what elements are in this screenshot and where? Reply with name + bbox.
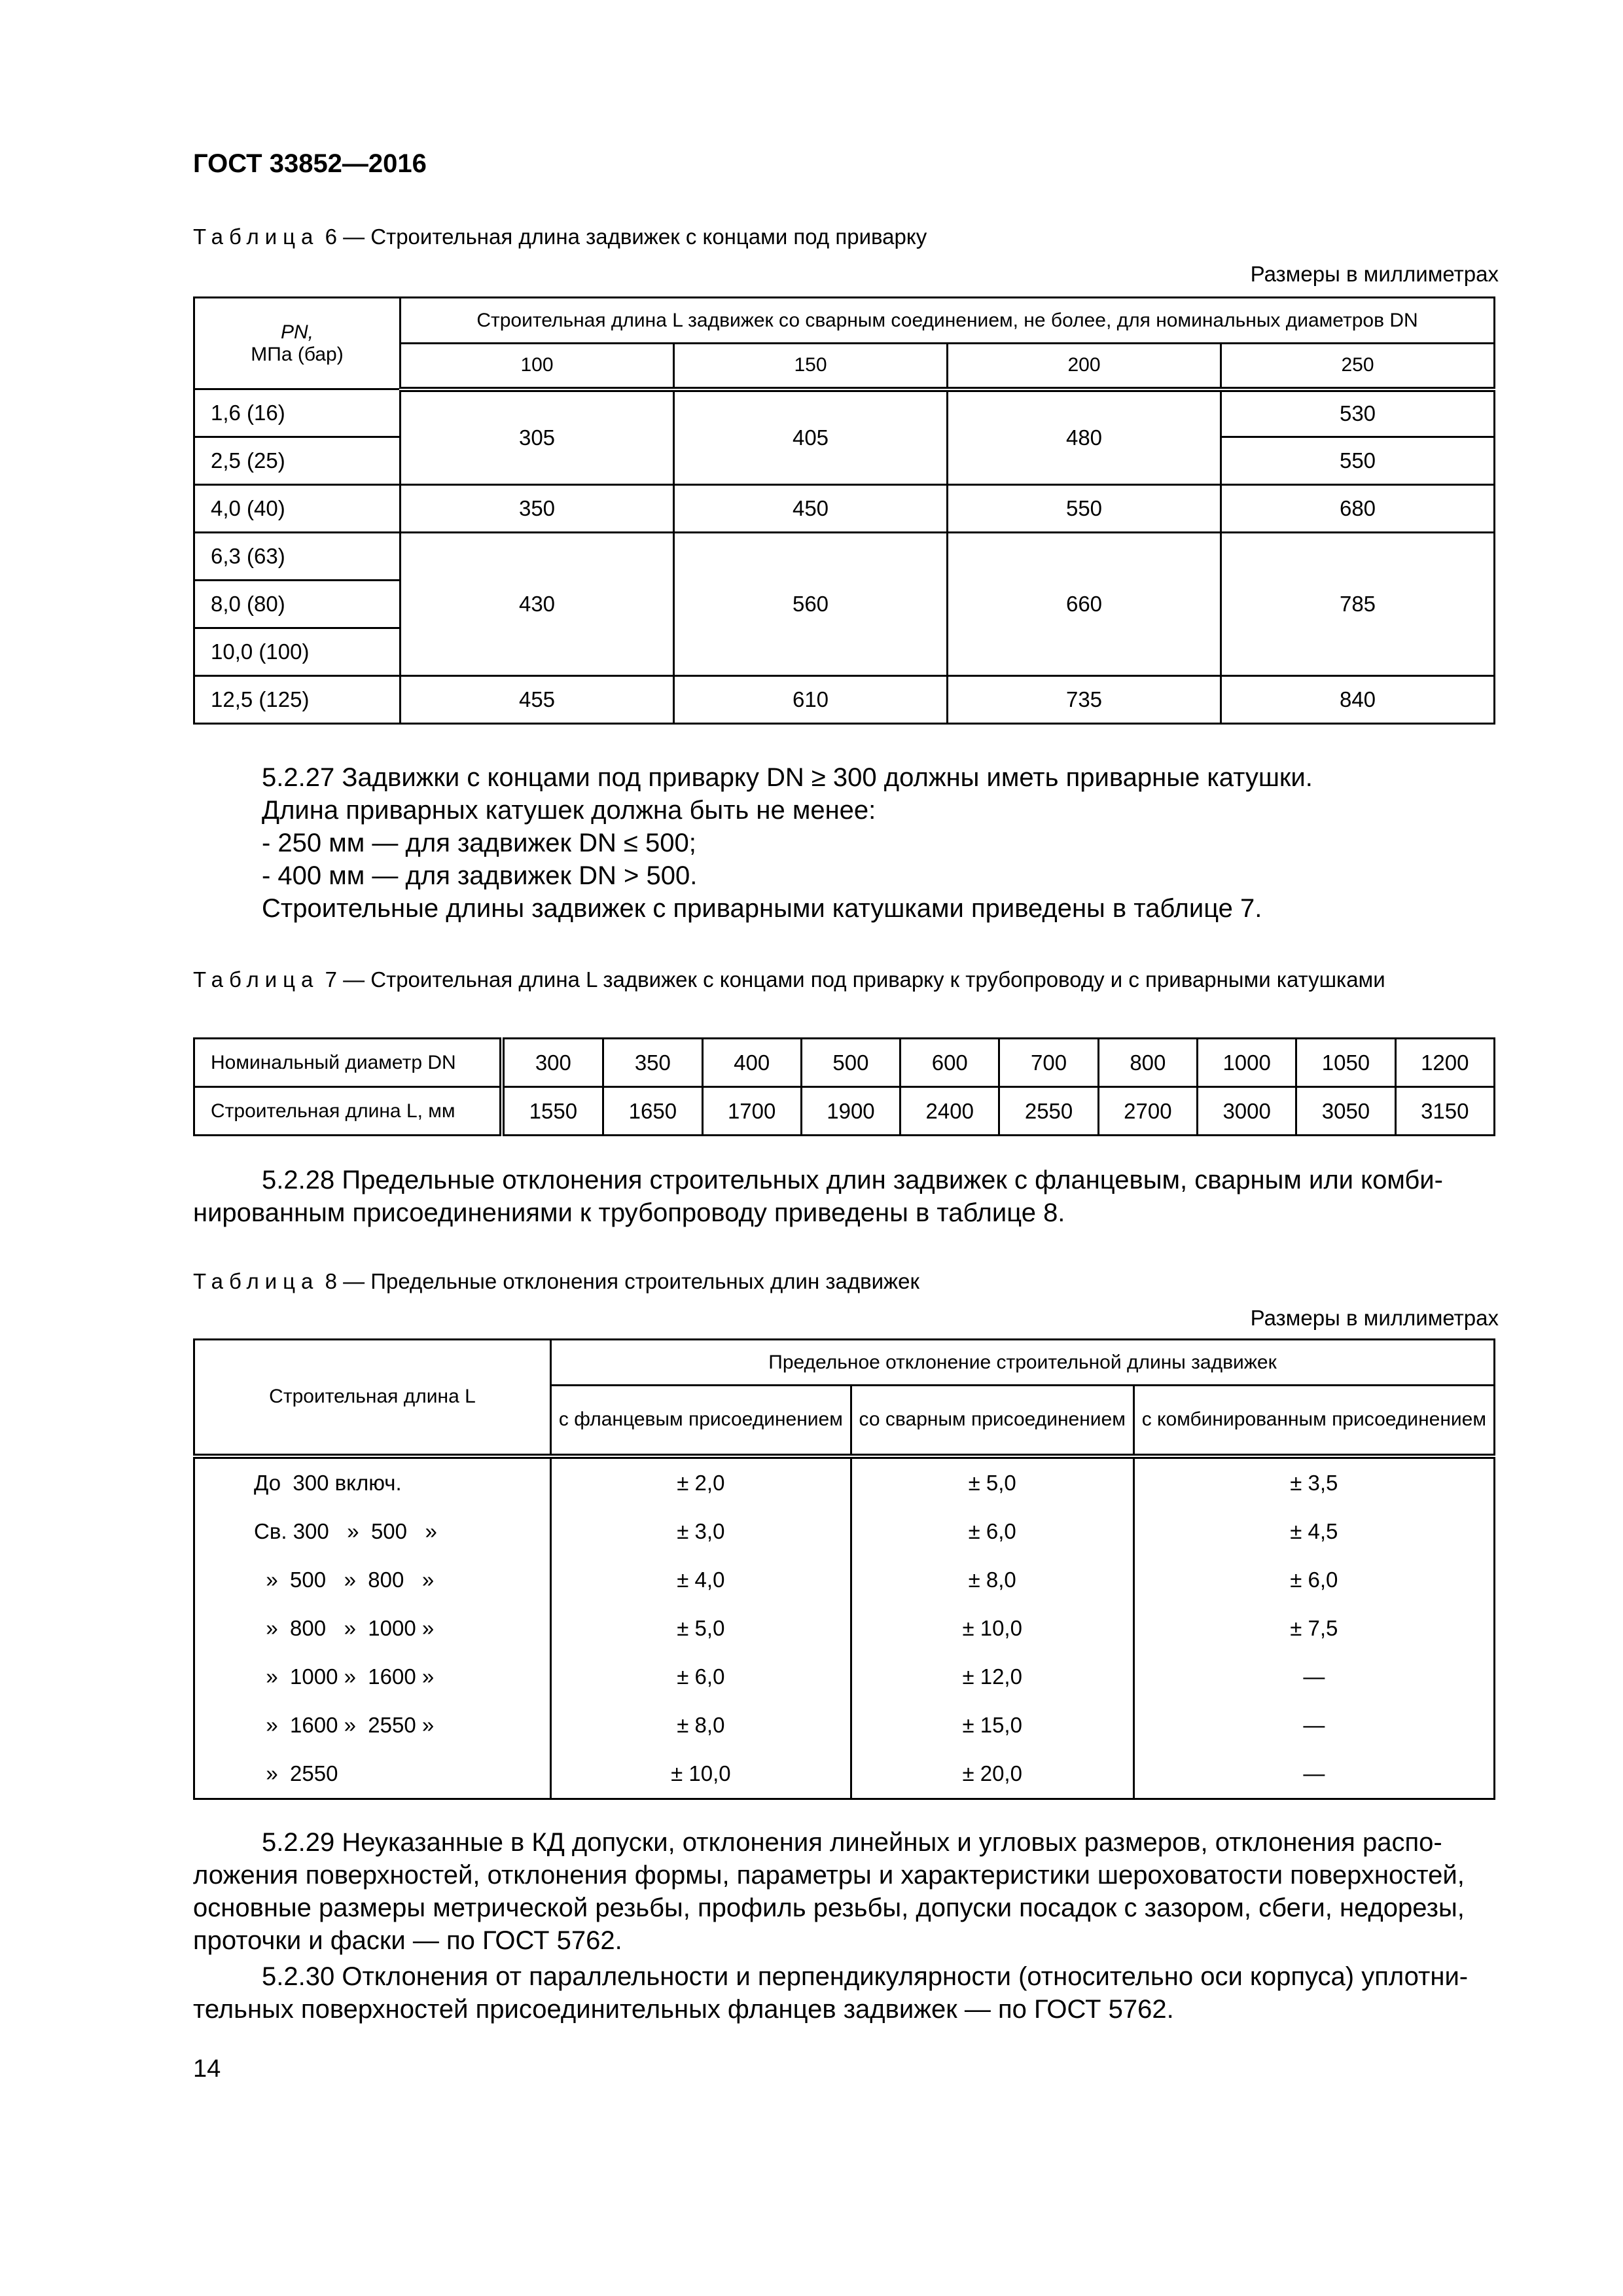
table8-row: » 2550 ± 10,0 ± 20,0 — <box>194 1749 1495 1799</box>
table7-caption <box>193 967 1495 993</box>
table7 <box>193 1037 1495 1136</box>
table7-dn-cell: 600 <box>901 1039 999 1087</box>
table7-dn-cell: 350 <box>603 1039 702 1087</box>
table7-length-cell: 2400 <box>901 1087 999 1136</box>
table8-row: » 1600 » 2550 » ± 8,0 ± 15,0 — <box>194 1701 1495 1749</box>
table7-length-cell: 2700 <box>1098 1087 1197 1136</box>
table6-pn-cell: 10,0 (100) <box>194 628 401 676</box>
table6-cell: 480 <box>948 389 1221 485</box>
table8-row: » 800 » 1000 » ± 5,0 ± 10,0 ± 7,5 <box>194 1604 1495 1653</box>
table7-length-cell: 3050 <box>1296 1087 1395 1136</box>
table7-length-cell: 1550 <box>502 1087 603 1136</box>
table6-dn-header: 200 <box>948 344 1221 389</box>
table6-pn-cell: 6,3 (63) <box>194 533 401 581</box>
table6-cell: 455 <box>401 676 674 724</box>
table6-number: 6 <box>325 224 337 249</box>
table6-pn-cell: 4,0 (40) <box>194 485 401 533</box>
table8-title: — Предельные отклонения строительных длин задвижек <box>343 1269 919 1293</box>
table6-title: — Строительная длина задвижек с концами под приварку <box>343 224 927 249</box>
table6-pn-cell: 8,0 (80) <box>194 581 401 628</box>
table7-length-cell: 1700 <box>702 1087 801 1136</box>
table8-row: » 500 » 800 » ± 4,0 ± 8,0 ± 6,0 <box>194 1556 1495 1604</box>
table7-length-cell: 1650 <box>603 1087 702 1136</box>
table8-label: Таблица <box>193 1269 319 1293</box>
table8-row: Св. 300 » 500 » ± 3,0 ± 6,0 ± 4,5 <box>194 1507 1495 1556</box>
table8-weld-header: со сварным присоединением <box>851 1386 1133 1456</box>
table7-title: — Строительная длина L задвижек с концами под приварку к трубопроводу и с приварными катушками <box>343 967 1385 992</box>
table6-group-header: Строительная длина L задвижек со сварным соединением, не более, для номинальных диаметров DN <box>401 298 1495 344</box>
table6-cell: 785 <box>1221 533 1495 676</box>
table7-length-cell: 2550 <box>999 1087 1098 1136</box>
table6-cell: 450 <box>674 485 948 533</box>
paragraph-5-2-29: 5.2.29 Неуказанные в КД допуски, отклонения линейных и угловых размеров, отклонения распо- ложения поверхностей, отклонения формы, параметры и характеристики шероховатости поверхностей, основные размеры метрической резьбы, профиль резьбы, допуски посадок с зазором, сбеги, недорезы, проточки и фаски — по ГОСТ 5762. <box>193 1828 1465 1955</box>
table6-cell: 560 <box>674 533 948 676</box>
table7-label: Таблица <box>193 967 319 992</box>
table7-dn-cell: 1050 <box>1296 1039 1395 1087</box>
table7-dn-cell: 800 <box>1098 1039 1197 1087</box>
table7-length-cell: 1900 <box>801 1087 900 1136</box>
table7-length-row-label: Строительная длина L, мм <box>194 1087 502 1136</box>
table6-pn-cell: 1,6 (16) <box>194 389 401 437</box>
table8-combo-header: с комбинированным присоединением <box>1133 1386 1494 1456</box>
table8-caption <box>193 1268 1495 1295</box>
table7-dn-cell: 1200 <box>1395 1039 1494 1087</box>
page-number: 14 <box>193 2055 221 2083</box>
table6-cell: 550 <box>1221 437 1495 485</box>
table6-dn-header: 150 <box>674 344 948 389</box>
table8-row: До 300 включ. ± 2,0 ± 5,0 ± 3,5 <box>194 1456 1495 1507</box>
table6-cell: 530 <box>1221 389 1495 437</box>
table6-pn-header: PN, МПа (бар) <box>194 298 401 389</box>
table8 <box>193 1338 1495 1800</box>
table7-dn-cell: 700 <box>999 1039 1098 1087</box>
table8-group-header: Предельное отклонение строительной длины задвижек <box>551 1340 1495 1386</box>
document-header: ГОСТ 33852—2016 <box>193 149 427 178</box>
table7-dn-cell: 300 <box>502 1039 603 1087</box>
table6 <box>193 296 1495 725</box>
table7-length-cell: 3150 <box>1395 1087 1494 1136</box>
table7-length-cell: 3000 <box>1198 1087 1296 1136</box>
table6-cell: 550 <box>948 485 1221 533</box>
table6-cell: 350 <box>401 485 674 533</box>
table8-row: » 1000 » 1600 » ± 6,0 ± 12,0 — <box>194 1653 1495 1701</box>
table6-cell: 610 <box>674 676 948 724</box>
table6-pn-cell: 12,5 (125) <box>194 676 401 724</box>
table6-cell: 430 <box>401 533 674 676</box>
paragraph-5-2-30: 5.2.30 Отклонения от параллельности и перпендикулярности (относительно оси корпуса) уплотни- тельных поверхностей присоединительных фланцев задвижек — по ГОСТ 5762. <box>193 1962 1469 2024</box>
table8-length-header: Строительная длина L <box>194 1340 551 1456</box>
paragraph-5-2-28: 5.2.28 Предельные отклонения строительных длин задвижек с фланцевым, сварным или комби- нированным присоединениями к трубопроводу приведены в таблице 8. <box>193 1166 1443 1227</box>
table6-pn-cell: 2,5 (25) <box>194 437 401 485</box>
paragraph-5-2-27: 5.2.27 Задвижки с концами под приварку DN ≥ 300 должны иметь приварные катушки. Длина приварных катушек должна быть не менее: - 250 мм — для задвижек DN ≤ 500; - 400 мм — для задвижек DN > 500. Строительные длины задвижек с приварными катушками приведены в таблице 7. <box>262 763 1313 923</box>
table6-cell: 735 <box>948 676 1221 724</box>
table6-cell: 840 <box>1221 676 1495 724</box>
table7-dn-row-label: Номинальный диаметр DN <box>194 1039 502 1087</box>
table6-label: Таблица <box>193 224 319 249</box>
table8-flange-header: с фланцевым присоединением <box>551 1386 851 1456</box>
table6-cell: 405 <box>674 389 948 485</box>
table8-units: Размеры в миллиметрах <box>1250 1306 1499 1330</box>
table8-number: 8 <box>325 1269 337 1293</box>
table6-cell: 305 <box>401 389 674 485</box>
table6-cell: 660 <box>948 533 1221 676</box>
table6-dn-header: 100 <box>401 344 674 389</box>
table7-dn-cell: 400 <box>702 1039 801 1087</box>
table7-dn-cell: 1000 <box>1198 1039 1296 1087</box>
table6-cell: 680 <box>1221 485 1495 533</box>
table7-number: 7 <box>325 967 337 992</box>
table6-caption <box>193 224 1495 250</box>
table7-dn-cell: 500 <box>801 1039 900 1087</box>
table6-dn-header: 250 <box>1221 344 1495 389</box>
table6-units: Размеры в миллиметрах <box>1250 262 1499 286</box>
